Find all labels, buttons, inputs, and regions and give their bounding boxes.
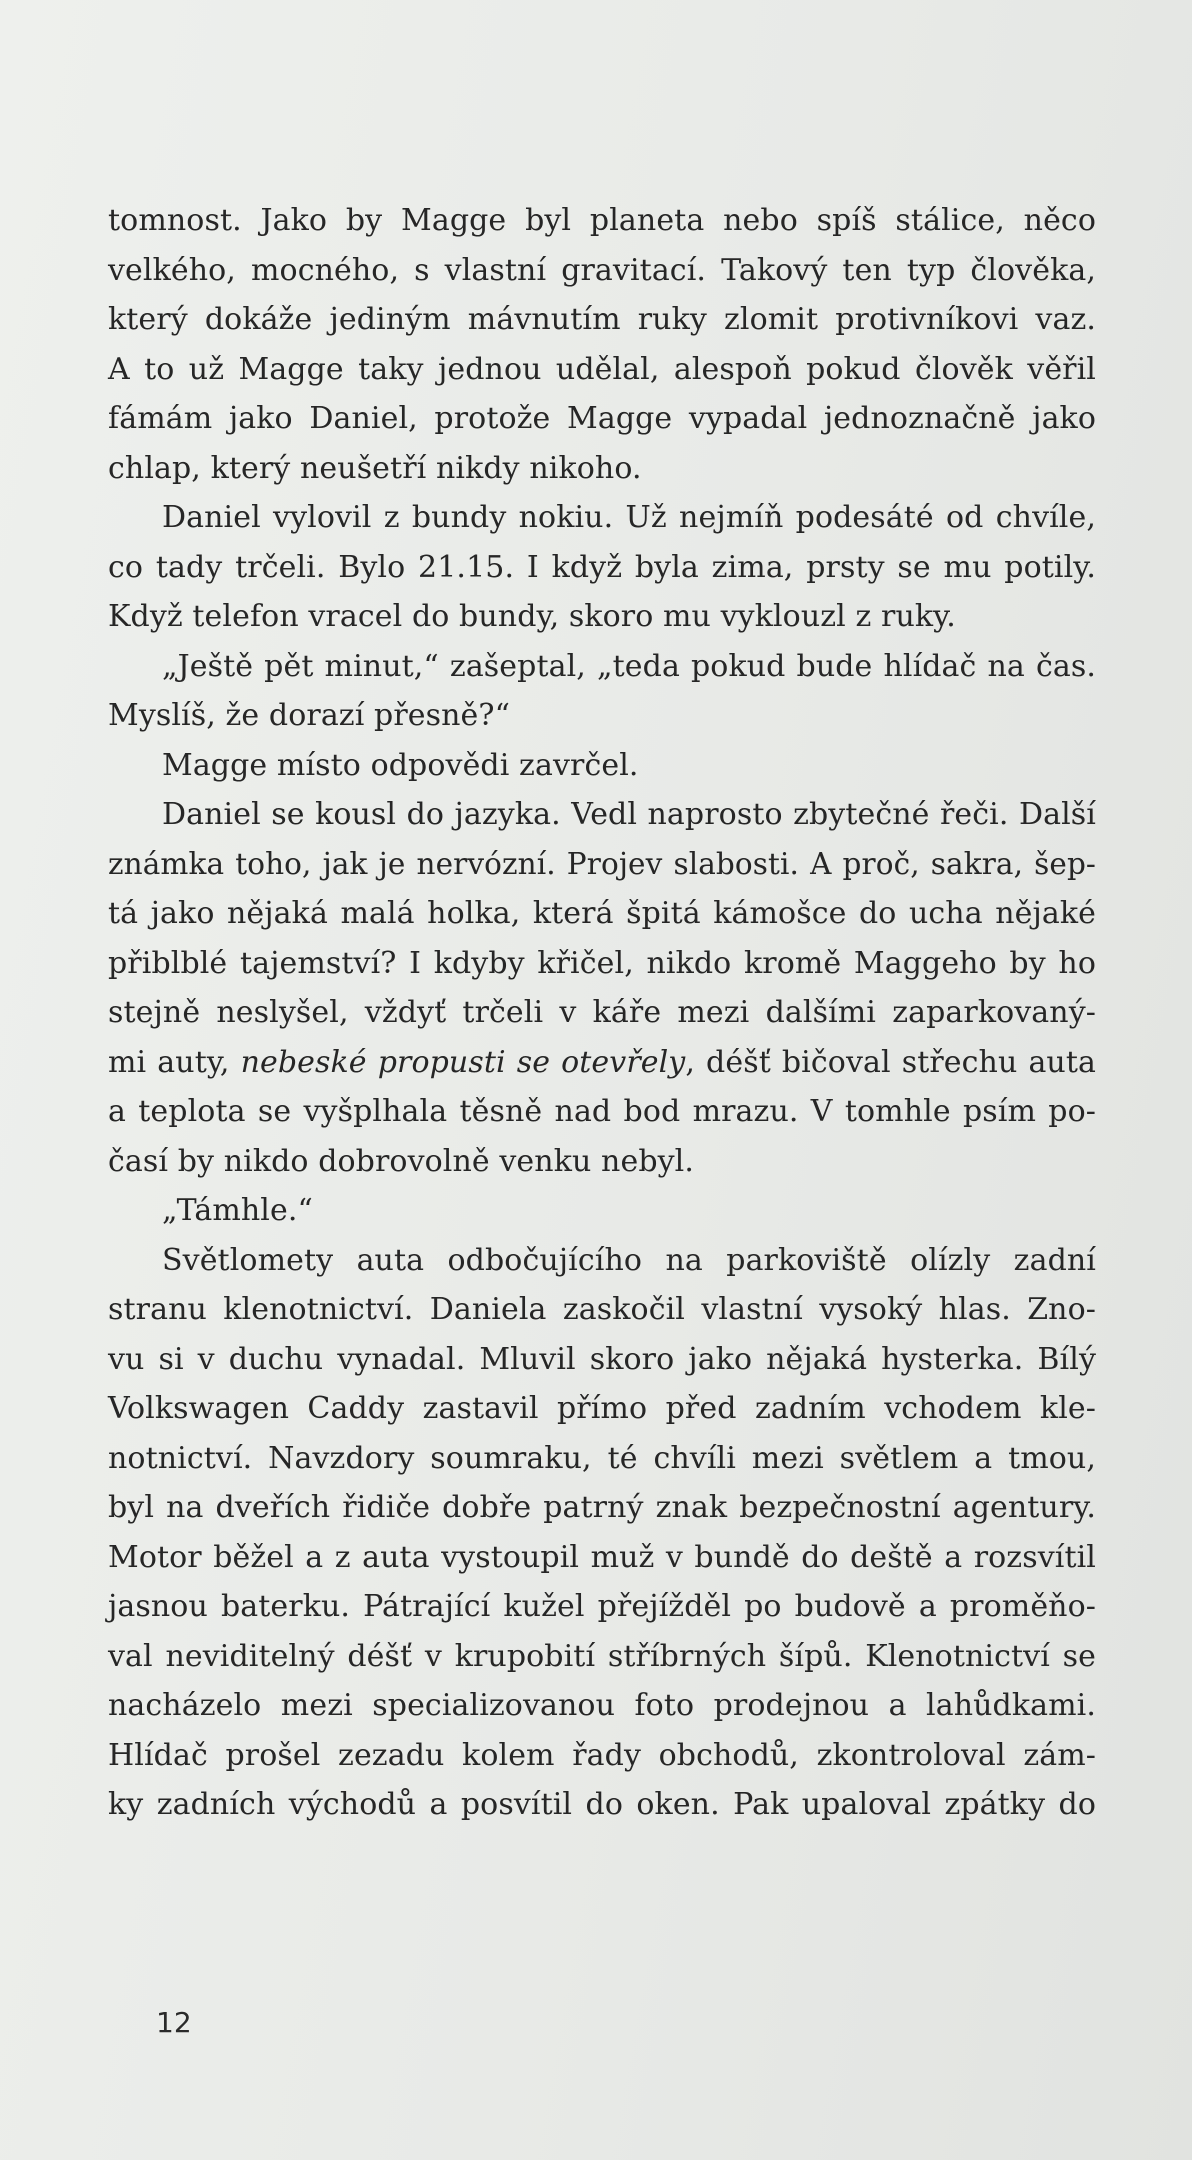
text-line: Motor běžel a z auta vystoupil muž v bundě do deště a rozsvítil <box>108 1539 1096 1575</box>
text-line: ky zadních východů a posvítil do oken. Pak upaloval zpátky do <box>108 1787 1096 1822</box>
text-line: nacházelo mezi specializovanou foto prodejnou a lahůdkami. <box>108 1688 1096 1723</box>
page-number: 12 <box>156 2006 192 2039</box>
text-line: A to už Magge taky jednou udělal, alespoň pokud člověk věřil <box>108 351 1096 387</box>
text-segment: mi auty, <box>108 1044 241 1080</box>
text-line: velkého, mocného, s vlastní gravitací. Takový ten typ člověka, <box>108 252 1096 288</box>
text-line: vu si v duchu vynadal. Mluvil skoro jako nějaká hysterka. Bílý <box>108 1341 1096 1377</box>
text-line: časí by nikdo dobrovolně venku nebyl. <box>108 1143 695 1179</box>
text-line: Magge místo odpovědi zavrčel. <box>162 747 639 783</box>
text-line: známka toho, jak je nervózní. Projev slabosti. A proč, sakra, šep- <box>108 846 1096 881</box>
body-text <box>108 196 1096 1830</box>
text-line: Volkswagen Caddy zastavil přímo před zadním vchodem kle- <box>108 1391 1096 1426</box>
italic-phrase: nebeské propusti se otevřely <box>240 1044 686 1080</box>
text-line: „Támhle.“ <box>162 1193 313 1228</box>
text-line: tomnost. Jako by Magge byl planeta nebo spíš stálice, něco <box>108 203 1096 238</box>
text-line: Světlomety auta odbočujícího na parkoviště olízly zadní <box>162 1242 1096 1278</box>
text-line: notnictví. Navzdory soumraku, té chvíli mezi světlem a tmou, <box>108 1440 1096 1476</box>
text-line: stranu klenotnictví. Daniela zaskočil vlastní vysoký hlas. Zno- <box>108 1292 1096 1327</box>
text-line: Když telefon vracel do bundy, skoro mu vyklouzl z ruky. <box>108 599 956 634</box>
text-line: Daniel se kousl do jazyka. Vedl naprosto zbytečné řeči. Další <box>162 797 1096 832</box>
text-line: tá jako nějaká malá holka, která špitá kámošce do ucha nějaké <box>108 896 1096 931</box>
text-line: jasnou baterku. Pátrající kužel přejížděl po budově a proměňo- <box>108 1589 1096 1624</box>
text-line: přiblblé tajemství? I kdyby křičel, nikdo kromě Maggeho by ho <box>108 945 1096 981</box>
text-line: chlap, který neušetří nikdy nikoho. <box>108 450 642 486</box>
text-line: který dokáže jediným mávnutím ruky zlomit protivníkovi vaz. <box>108 302 1096 337</box>
text-line: stejně neslyšel, vždyť trčeli v káře mezi dalšími zaparkovaný- <box>108 995 1096 1030</box>
text-line: val neviditelný déšť v krupobití stříbrných šípů. Klenotnictví se <box>108 1638 1096 1674</box>
text-line: „Ještě pět minut,“ zašeptal, „teda pokud bude hlídač na čas. <box>162 648 1096 684</box>
text-line: byl na dveřích řidiče dobře patrný znak bezpečnostní agentury. <box>108 1490 1096 1525</box>
text-line: co tady trčeli. Bylo 21.15. I když byla zima, prsty se mu potily. <box>108 549 1096 585</box>
text-line: fámám jako Daniel, protože Magge vypadal jednoznačně jako <box>108 401 1096 436</box>
text-segment: , déšť bičoval střechu auta <box>685 1044 1096 1080</box>
text-line: Myslíš, že dorazí přesně?“ <box>108 698 511 733</box>
text-line-italic <box>108 1038 1096 1088</box>
text-line: Daniel vylovil z bundy nokiu. Už nejmíň podesáté od chvíle, <box>162 500 1096 535</box>
text-line: a teplota se vyšplhala těsně nad bod mrazu. V tomhle psím po- <box>108 1094 1096 1129</box>
text-line: Hlídač prošel zezadu kolem řady obchodů, zkontroloval zám- <box>108 1737 1096 1773</box>
